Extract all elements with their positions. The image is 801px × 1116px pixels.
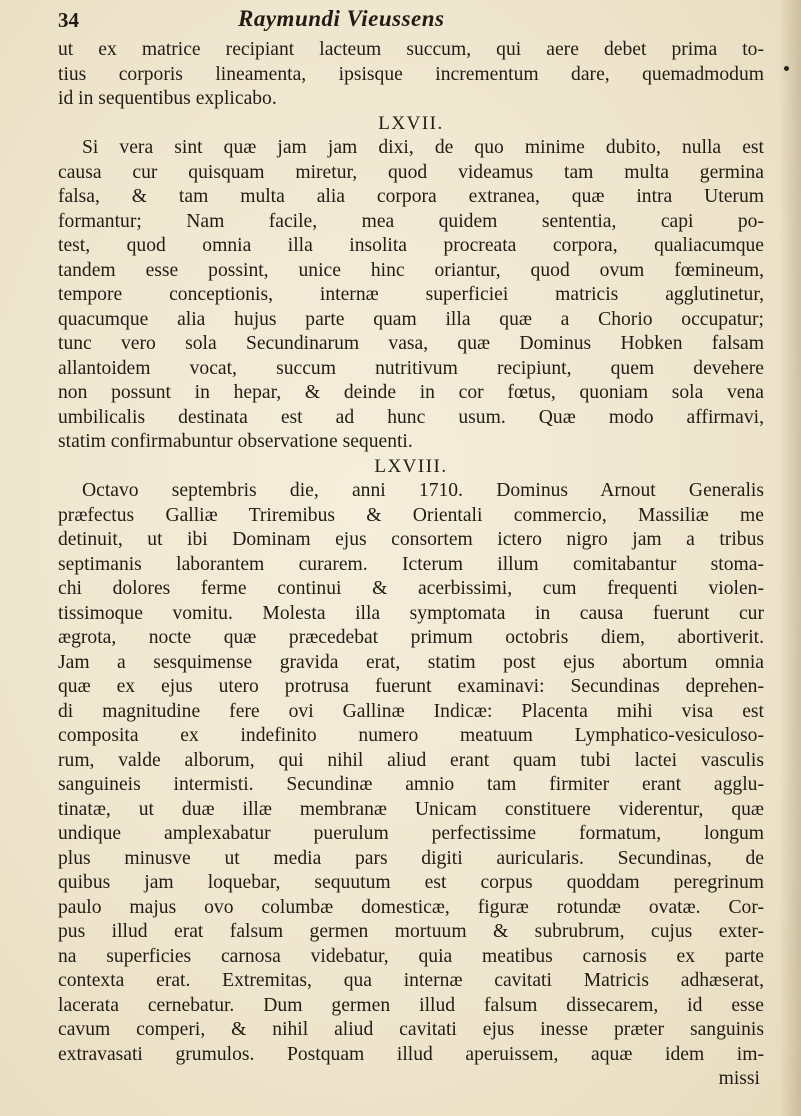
text-body	[58, 38, 764, 1092]
page-header	[58, 6, 758, 36]
text-line: chi dolores ferme continui & acerbissimi, cum frequenti violen-	[58, 578, 764, 599]
text-line: extravasati grumulos. Postquam illud aperuissem, aquæ idem im-	[58, 1043, 764, 1065]
text-line: composita ex indefinito numero meatuum Lymphatico-vesiculoso-	[58, 725, 764, 746]
text-line: tinatæ, ut duæ illæ membranæ Unicam constituere viderentur, quæ	[58, 798, 764, 820]
text-line: tunc vero sola Secundinarum vasa, quæ Dominus Hobken falsam	[58, 333, 764, 354]
text-line: causa cur quisquam miretur, quod videamus tam multa germina	[58, 161, 764, 183]
text-line: quacumque alia hujus parte quam illa quæ a Chorio occupatur;	[58, 308, 764, 330]
text-line: tandem esse possint, unice hinc oriantur, quod ovum fœmineum,	[58, 259, 764, 281]
text-line: septimanis laborantem curarem. Icterum illum comitabantur stoma-	[58, 553, 764, 575]
running-head: Raymundi Vieussens	[238, 6, 445, 31]
text-line: allantoidem vocat, succum nutritivum recipiunt, quem devehere	[58, 357, 764, 379]
catchword: missi	[718, 1068, 760, 1089]
text-line: contexta erat. Extremitas, qua internæ cavitati Matricis adhæserat,	[58, 970, 764, 991]
text-line: ægrota, nocte quæ præcedebat primum octobris diem, abortiverit.	[58, 627, 764, 648]
text-line: plus minusve ut media pars digiti auricularis. Secundinas, de	[58, 847, 764, 869]
text-line: Octavo septembris die, anni 1710. Dominus Arnout Generalis	[82, 480, 764, 501]
text-line: formantur; Nam facile, mea quidem sententia, capi po-	[58, 210, 764, 232]
page-number: 34	[58, 8, 79, 32]
page-edge-shadow	[779, 0, 801, 1116]
text-line: undique amplexabatur puerulum perfectissime formatum, longum	[58, 823, 764, 844]
text-line: di magnitudine fere ovi Gallinæ Indicæ: Placenta mihi visa est	[58, 700, 764, 722]
text-line: ut ex matrice recipiant lacteum succum, qui aere debet prima to-	[58, 39, 764, 60]
text-line: quibus jam loquebar, sequutum est corpus quoddam peregrinum	[58, 872, 764, 893]
text-line: cavum comperi, & nihil aliud cavitati ejus inesse præter sanguinis	[58, 1019, 764, 1040]
section-heading: LXVII.	[378, 112, 444, 134]
text-line: detinuit, ut ibi Dominam ejus consortem ictero nigro jam a tribus	[58, 529, 764, 550]
text-line: tius corporis lineamenta, ipsisque incrementum dare, quemadmodum	[58, 63, 764, 85]
text-line: tempore conceptionis, internæ superficiei matricis agglutinetur,	[58, 284, 764, 305]
text-line: quæ ex ejus utero protrusa fuerunt examinavi: Secundinas deprehen-	[58, 676, 764, 697]
text-line: lacerata cernebatur. Dum germen illud falsum dissecarem, id esse	[58, 994, 764, 1016]
text-line: sanguineis intermisti. Secundinæ amnio tam firmiter erant agglu-	[58, 774, 764, 795]
text-line: præfectus Galliæ Triremibus & Orientali commercio, Massiliæ me	[58, 504, 764, 526]
text-line: rum, valde alborum, qui nihil aliud erant quam tubi lactei vasculis	[58, 749, 764, 771]
text-line: falsa, & tam multa alia corpora extranea, quæ intra Uterum	[58, 186, 764, 207]
text-line: Si vera sint quæ jam jam dixi, de quo minime dubito, nulla est	[82, 137, 764, 158]
text-line: umbilicalis destinata est ad hunc usum. Quæ modo affirmavi,	[58, 406, 764, 428]
section-heading: LXVIII.	[374, 455, 448, 477]
text-line: id in sequentibus explicabo.	[58, 88, 277, 109]
text-line: paulo majus ovo columbæ domesticæ, figuræ rotundæ ovatæ. Cor-	[58, 896, 764, 918]
text-line: na superficies carnosa videbatur, quia meatibus carnosis ex parte	[58, 945, 764, 967]
text-line: test, quod omnia illa insolita procreata corpora, qualiacumque	[58, 235, 764, 256]
text-line: non possunt in hepar, & deinde in cor fœtus, quoniam sola vena	[58, 382, 764, 403]
text-line: Jam a sesquimense gravida erat, statim post ejus abortum omnia	[58, 651, 764, 673]
text-line: pus illud erat falsum germen mortuum & subrubrum, cujus exter-	[58, 921, 764, 942]
text-line: tissimoque vomitu. Molesta illa symptomata in causa fuerunt cur	[58, 602, 764, 624]
margin-dot-mark	[784, 66, 789, 71]
text-line: statim confirmabuntur observatione sequenti.	[58, 431, 413, 452]
